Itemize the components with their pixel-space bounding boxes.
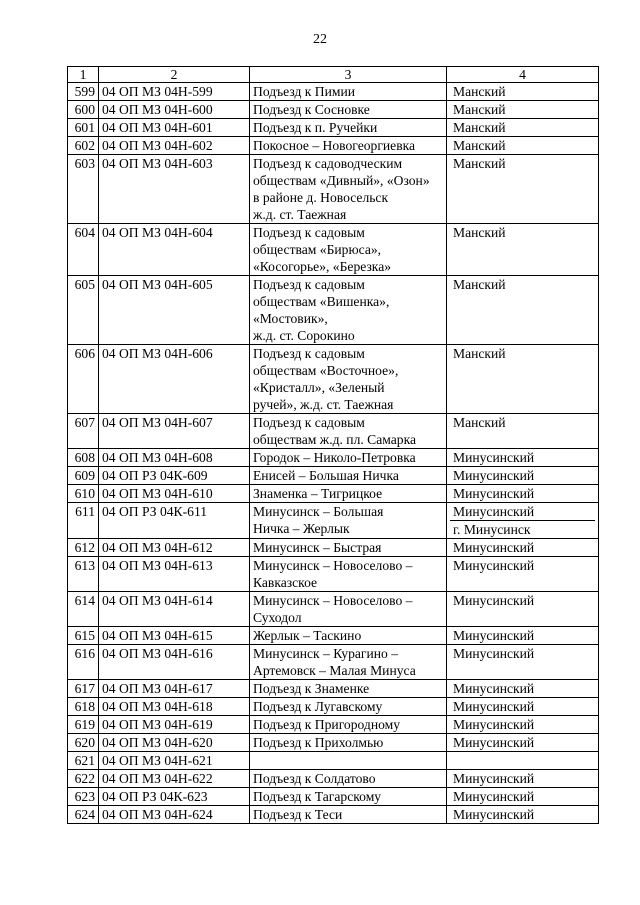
row-number-cell: 620: [68, 734, 99, 752]
row-number-cell: 617: [68, 680, 99, 698]
road-name-cell: Знаменка – Тигрицкое: [250, 485, 447, 503]
road-name-cell: Подъезд к садовым обществам ж.д. пл. Самарка: [250, 414, 447, 449]
district-name: Минусинский: [453, 628, 535, 643]
district-cell: [447, 485, 599, 503]
district-name: Манский: [453, 225, 506, 240]
road-code-cell: 04 ОП МЗ 04Н-606: [99, 345, 250, 414]
road-code-cell: 04 ОП МЗ 04Н-624: [99, 806, 250, 824]
district-cell: [447, 716, 599, 734]
district-name: Минусинский: [453, 646, 535, 661]
table-row: [68, 645, 599, 680]
district-name: Манский: [453, 138, 506, 153]
row-number-cell: 608: [68, 449, 99, 467]
district-name: Минусинский: [453, 807, 535, 822]
table-row: [68, 788, 599, 806]
row-number-cell: 615: [68, 627, 99, 645]
row-number-cell: 601: [68, 119, 99, 137]
district-name: Манский: [453, 102, 506, 117]
table-row: [68, 503, 599, 539]
district-name: Минусинский: [453, 486, 535, 501]
road-name-cell: Подъезд к садоводческим обществам «Дивный», «Озон» в районе д. Новосельск ж.д. ст. Таежная: [250, 155, 447, 224]
table-row: [68, 770, 599, 788]
table-row: [68, 698, 599, 716]
road-code-cell: 04 ОП МЗ 04Н-618: [99, 698, 250, 716]
district-name: Минусинский: [453, 681, 535, 696]
district-name: Минусинский: [453, 717, 535, 732]
roads-table: [67, 66, 599, 824]
road-code-cell: 04 ОП РЗ 04К-609: [99, 467, 250, 485]
table-row: [68, 155, 599, 224]
row-number-cell: 605: [68, 276, 99, 345]
district-cell: [447, 276, 599, 345]
district-cell: [447, 770, 599, 788]
district-cell: [447, 414, 599, 449]
row-number-cell: 606: [68, 345, 99, 414]
table-row: [68, 539, 599, 557]
district-cell: [447, 627, 599, 645]
district-name: Минусинский: [453, 558, 535, 573]
road-name-cell: Подъезд к Знаменке: [250, 680, 447, 698]
district-cell: [447, 155, 599, 224]
column-header: 1: [68, 67, 99, 83]
row-number-cell: 607: [68, 414, 99, 449]
district-name: Минусинский: [453, 593, 535, 608]
district-name: Минусинский: [453, 450, 535, 465]
table-row: [68, 557, 599, 592]
district-name: Манский: [453, 346, 506, 361]
road-name-cell: Подъезд к Прихолмью: [250, 734, 447, 752]
column-header: 3: [250, 67, 447, 83]
district-cell: [447, 449, 599, 467]
road-name-cell: Подъезд к Тагарскому: [250, 788, 447, 806]
table-row: [68, 101, 599, 119]
district-cell: [447, 592, 599, 627]
row-number-cell: 622: [68, 770, 99, 788]
road-code-cell: 04 ОП МЗ 04Н-615: [99, 627, 250, 645]
table-row: [68, 716, 599, 734]
district-cell: [447, 467, 599, 485]
district-cell: [447, 224, 599, 276]
road-code-cell: 04 ОП МЗ 04Н-612: [99, 539, 250, 557]
district-cell: [447, 137, 599, 155]
district-cell: [447, 83, 599, 101]
table-row: [68, 83, 599, 101]
district-cell: [447, 539, 599, 557]
road-code-cell: 04 ОП МЗ 04Н-601: [99, 119, 250, 137]
road-name-cell: Подъезд к Солдатово: [250, 770, 447, 788]
road-name-cell: Городок – Николо-Петровка: [250, 449, 447, 467]
page-number: 22: [313, 32, 327, 47]
road-name-cell: Подъезд к Теси: [250, 806, 447, 824]
district-name: Минусинский: [453, 789, 535, 804]
road-name-cell: Подъезд к Сосновке: [250, 101, 447, 119]
road-name-cell: Подъезд к садовым обществам «Вишенка», «Мостовик», ж.д. ст. Сорокино: [250, 276, 447, 345]
road-code-cell: 04 ОП МЗ 04Н-621: [99, 752, 250, 770]
table-row: [68, 414, 599, 449]
district-cell: [447, 752, 599, 770]
row-number-cell: 610: [68, 485, 99, 503]
road-name-cell: [250, 752, 447, 770]
row-number-cell: 609: [68, 467, 99, 485]
district-cell: [447, 101, 599, 119]
road-name-cell: Подъезд к садовым обществам «Восточное», «Кристалл», «Зеленый ручей», ж.д. ст. Таежная: [250, 345, 447, 414]
table-row: [68, 224, 599, 276]
road-code-cell: 04 ОП МЗ 04Н-614: [99, 592, 250, 627]
district-name: Манский: [453, 415, 506, 430]
road-code-cell: 04 ОП РЗ 04К-623: [99, 788, 250, 806]
road-name-cell: Подъезд к садовым обществам «Бирюса», «Косогорье», «Березка»: [250, 224, 447, 276]
column-header: 4: [447, 67, 599, 83]
row-number-cell: 600: [68, 101, 99, 119]
row-number-cell: 612: [68, 539, 99, 557]
road-name-cell: Жерлык – Таскино: [250, 627, 447, 645]
table-row: [68, 592, 599, 627]
table-row: [68, 119, 599, 137]
row-number-cell: 624: [68, 806, 99, 824]
row-number-cell: 616: [68, 645, 99, 680]
road-name-cell: Минусинск – Большая Ничка – Жерлык: [250, 503, 447, 539]
table-row: [68, 276, 599, 345]
row-number-cell: 623: [68, 788, 99, 806]
district-name: Манский: [453, 84, 506, 99]
table-row: [68, 680, 599, 698]
row-number-cell: 621: [68, 752, 99, 770]
road-name-cell: Минусинск – Курагино – Артемовск – Малая Минуса: [250, 645, 447, 680]
row-number-cell: 604: [68, 224, 99, 276]
table-row: [68, 485, 599, 503]
district-name: Манский: [453, 156, 506, 171]
road-code-cell: 04 ОП МЗ 04Н-602: [99, 137, 250, 155]
table-row: [68, 345, 599, 414]
district-name: Минусинский: [453, 540, 535, 555]
table-row: [68, 137, 599, 155]
row-number-cell: 602: [68, 137, 99, 155]
district-name: г. Минусинск: [450, 520, 595, 538]
road-code-cell: 04 ОП МЗ 04Н-610: [99, 485, 250, 503]
table-row: [68, 627, 599, 645]
road-name-cell: Подъезд к п. Ручейки: [250, 119, 447, 137]
road-code-cell: 04 ОП МЗ 04Н-608: [99, 449, 250, 467]
table-row: [68, 449, 599, 467]
row-number-cell: 614: [68, 592, 99, 627]
road-code-cell: 04 ОП РЗ 04К-611: [99, 503, 250, 539]
road-code-cell: 04 ОП МЗ 04Н-622: [99, 770, 250, 788]
row-number-cell: 619: [68, 716, 99, 734]
table-row: [68, 734, 599, 752]
table-body: [68, 83, 599, 824]
road-code-cell: 04 ОП МЗ 04Н-607: [99, 414, 250, 449]
row-number-cell: 613: [68, 557, 99, 592]
road-code-cell: 04 ОП МЗ 04Н-616: [99, 645, 250, 680]
road-code-cell: 04 ОП МЗ 04Н-600: [99, 101, 250, 119]
district-cell: [447, 680, 599, 698]
district-name: Манский: [453, 120, 506, 135]
table-header-row: [68, 67, 599, 83]
district-cell: [447, 788, 599, 806]
road-code-cell: 04 ОП МЗ 04Н-603: [99, 155, 250, 224]
column-header: 2: [99, 67, 250, 83]
district-cell: [447, 119, 599, 137]
district-cell: [447, 345, 599, 414]
district-cell: [447, 503, 599, 539]
district-cell: [447, 698, 599, 716]
district-name: Минусинский: [453, 699, 535, 714]
district-cell: [447, 645, 599, 680]
table-row: [68, 467, 599, 485]
road-name-cell: Покосное – Новогеоргиевка: [250, 137, 447, 155]
district-name: Минусинский: [453, 735, 535, 750]
road-code-cell: 04 ОП МЗ 04Н-604: [99, 224, 250, 276]
road-code-cell: 04 ОП МЗ 04Н-619: [99, 716, 250, 734]
district-cell: [447, 557, 599, 592]
district-name: Минусинский: [453, 504, 535, 519]
district-name: Манский: [453, 277, 506, 292]
district-name: [450, 752, 595, 769]
district-name: Минусинский: [453, 771, 535, 786]
road-code-cell: 04 ОП МЗ 04Н-599: [99, 83, 250, 101]
district-cell: [447, 806, 599, 824]
road-code-cell: 04 ОП МЗ 04Н-613: [99, 557, 250, 592]
road-code-cell: 04 ОП МЗ 04Н-620: [99, 734, 250, 752]
row-number-cell: 618: [68, 698, 99, 716]
district-name: Минусинский: [453, 468, 535, 483]
road-name-cell: Минусинск – Новоселово – Суходол: [250, 592, 447, 627]
district-cell: [447, 734, 599, 752]
road-code-cell: 04 ОП МЗ 04Н-605: [99, 276, 250, 345]
row-number-cell: 611: [68, 503, 99, 539]
road-code-cell: 04 ОП МЗ 04Н-617: [99, 680, 250, 698]
row-number-cell: 603: [68, 155, 99, 224]
row-number-cell: 599: [68, 83, 99, 101]
road-name-cell: Подъезд к Пимии: [250, 83, 447, 101]
road-name-cell: Минусинск – Новоселово – Кавказское: [250, 557, 447, 592]
road-name-cell: Минусинск – Быстрая: [250, 539, 447, 557]
road-name-cell: Подъезд к Пригородному: [250, 716, 447, 734]
road-name-cell: Подъезд к Лугавскому: [250, 698, 447, 716]
table-row: [68, 806, 599, 824]
table-row: [68, 752, 599, 770]
road-name-cell: Енисей – Большая Ничка: [250, 467, 447, 485]
